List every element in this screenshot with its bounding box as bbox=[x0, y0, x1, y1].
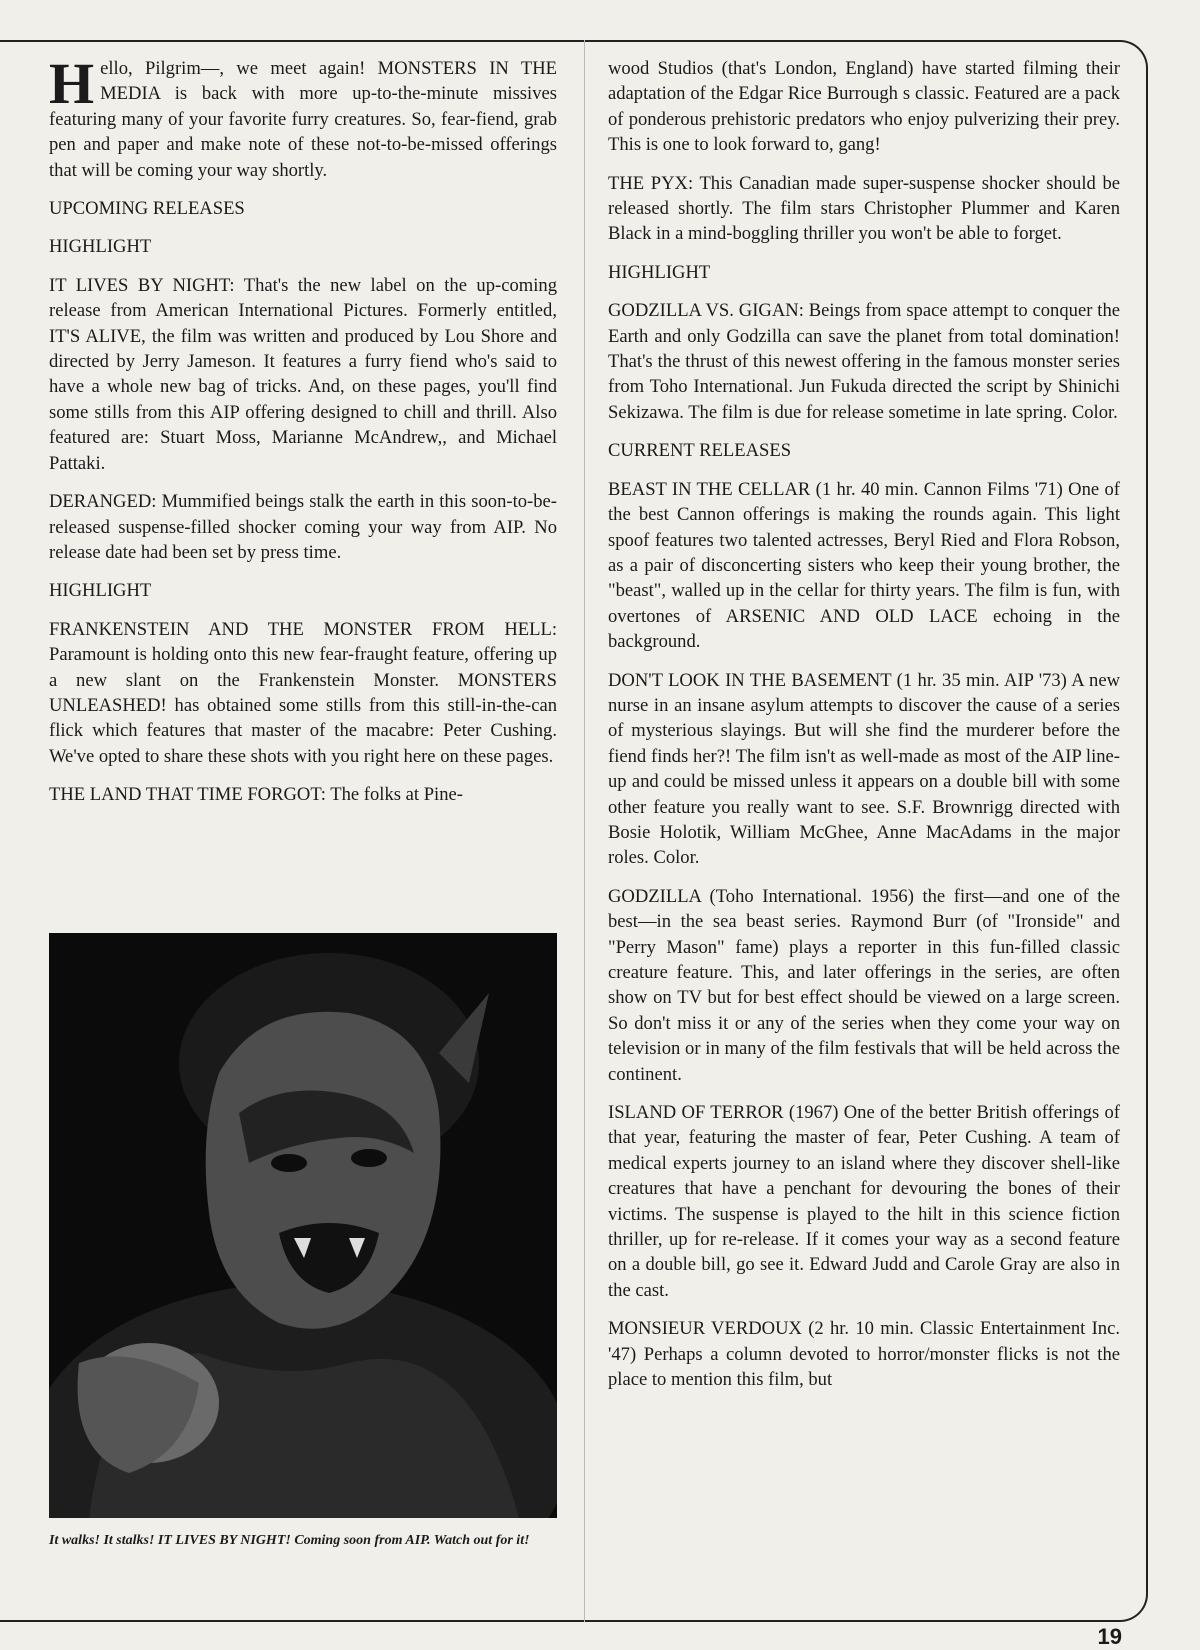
werewolf-photo bbox=[49, 933, 557, 1518]
article-paragraph: GODZILLA VS. GIGAN: Beings from space attempt to conquer the Earth and only Godzilla can save the planet from total domination! That's the thrust of this newest offering in the famous monster series from Toho International. Jun Fukuda directed the script by Shinichi Sekizawa. The film is due for release sometime in late spring. Color. bbox=[608, 300, 1120, 423]
highlight-heading: HIGHLIGHT bbox=[49, 580, 152, 602]
drop-cap: H bbox=[49, 51, 95, 116]
column-divider bbox=[584, 40, 585, 1622]
article-paragraph: ISLAND OF TERROR (1967) One of the better British offerings of that year, featuring the master of fear, Peter Cushing. A team of medical experts journey to an island where they discover shell-like creatures that have a penchant for devouring the bones of their victims. The suspense is played to the hilt in this science fiction thriller, up for re-release. If it comes your way as a second feature on a double bill, go see it. Edward Judd and Carole Gray are also in the cast. bbox=[608, 1102, 1120, 1301]
article-paragraph: wood Studios (that's London, England) have started filming their adaptation of the Edgar Rice Burrough s classic. Featured are a pack of ponderous prehistoric predators who enjoy pulverizing their prey. This is one to look forward to, gang! bbox=[608, 58, 1120, 156]
right-column bbox=[608, 56, 1120, 1406]
article-paragraph: DERANGED: Mummified beings stalk the earth in this soon-to-be-released suspense-filled shocker coming your way from AIP. No release date had been set by press time. bbox=[49, 491, 557, 563]
article-paragraph: THE PYX: This Canadian made super-suspense shocker should be released shortly. The film stars Christopher Plummer and Karen Black in a mind-boggling thriller you won't be able to forget. bbox=[608, 172, 1120, 245]
intro-paragraph bbox=[49, 51, 557, 183]
article-paragraph: THE LAND THAT TIME FORGOT: The folks at Pine- bbox=[49, 784, 463, 806]
intro-text: ello, Pilgrim—, we meet again! MONSTERS IN THE MEDIA is back with more up-to-the-minute missives featuring many of your favorite furry creatures. So, fear-fiend, grab pen and paper and make note of these not-to-be-missed offerings that will be coming your way shortly. bbox=[49, 58, 557, 181]
left-column bbox=[49, 51, 557, 821]
article-paragraph: GODZILLA (Toho International. 1956) the first—and one of the best—in the sea beast series. Raymond Burr (of "Ironside" and "Perry Mason" fame) plays a reporter in this fun-filled classic creature feature. This, and later offerings in the series, are often show on TV but for best effect should be viewed on a large screen. So don't miss it or any of the series when they come your way on television or in many of the film festivals that will be held across the continent. bbox=[608, 885, 1120, 1085]
page-number: 19 bbox=[1097, 1624, 1122, 1649]
photo-caption: It walks! It stalks! IT LIVES BY NIGHT! Coming soon from AIP. Watch out for it! bbox=[49, 1533, 530, 1548]
article-paragraph: MONSIEUR VERDOUX (2 hr. 10 min. Classic Entertainment Inc. '47) Perhaps a column devoted to horror/monster flicks is not the place to mention this film, but bbox=[608, 1318, 1120, 1391]
article-paragraph: DON'T LOOK IN THE BASEMENT (1 hr. 35 min. AIP '73) A new nurse in an insane asylum attempts to discover the cause of a series of mysterious slayings. But will she find the murderer before the fiend finds her?! The film isn't as well-made as most of the AIP line-up and could be missed unless it appears on a double bill with some other feature you really want to see. S.F. Brownrigg directed with Bosie Holotik, William McGhee, Anne MacAdams in the major roles. Color. bbox=[608, 669, 1120, 869]
article-paragraph: BEAST IN THE CELLAR (1 hr. 40 min. Cannon Films '71) One of the best Cannon offerings is making the rounds again. This light spoof features two talented actresses, Beryl Ried and Flora Robson, as a pair of disconcerting sisters who keep their young brother, the "beast", walled up in the cellar for thirty years. The film is fun, with overtones of ARSENIC AND OLD LACE echoing in the background. bbox=[608, 478, 1120, 653]
article-paragraph: FRANKENSTEIN AND THE MONSTER FROM HELL: Paramount is holding onto this new fear-fraught feature, offering up a new slant on the Frankenstein Monster. MONSTERS UNLEASHED! has obtained some stills from this still-in-the-can flick which features that master of the macabre: Peter Cushing. We've opted to share these shots with you right here on these pages. bbox=[49, 618, 557, 767]
werewolf-image-icon bbox=[49, 933, 557, 1518]
highlight-heading: HIGHLIGHT bbox=[49, 236, 152, 258]
section-heading: UPCOMING RELEASES bbox=[49, 198, 245, 220]
article-paragraph: IT LIVES BY NIGHT: That's the new label on the up-coming release from American International Pictures. Formerly entitled, IT'S ALIVE, the film was written and produced by Lou Shore and directed by Jerry Jameson. It features a furry fiend who's said to have a whole new bag of tricks. And, on these pages, you'll find some stills from this AIP offering designed to chill and thrill. Also featured are: Stuart Moss, Marianne McAndrew,, and Michael Pattaki. bbox=[49, 274, 557, 474]
highlight-heading: HIGHLIGHT bbox=[608, 261, 711, 283]
section-heading: CURRENT RELEASES bbox=[608, 440, 792, 462]
